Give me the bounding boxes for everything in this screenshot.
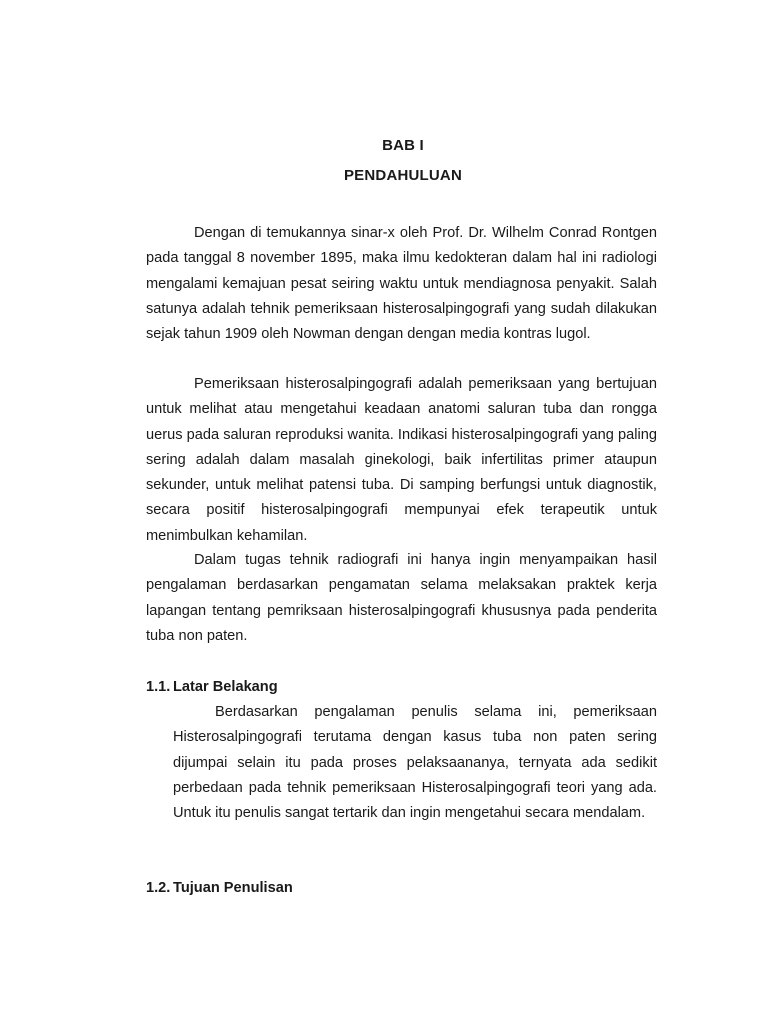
- section-paragraph-latar-belakang: [173, 700, 657, 826]
- paragraph-text: Dalam tugas tehnik radiografi ini hanya ingin menyampaikan hasil pengalaman berdasarkan pengamatan selama melaksakan praktek kerja lapangan tentang pemriksaan histerosalpingografi khususnya pada penderita tuba non paten.: [146, 552, 657, 644]
- paragraph-text: Pemeriksaan histerosalpingografi adalah pemeriksaan yang bertujuan untuk melihat atau mengetahui keadaan anatomi saluran tuba dan rongga uerus pada saluran reproduksi wanita. Indikasi histerosalpingografi yang paling sering adalah dalam masalah ginekologi, baik infertilitas primer ataupun sekunder, untuk melihat patensi tuba. Di samping berfungsi untuk diagnostik, secara positif histerosalpingografi mempunyai efek terapeutik untuk menimbulkan kehamilan.: [146, 376, 657, 544]
- section-heading-tujuan-penulisan: [146, 878, 293, 898]
- intro-paragraph-2: [146, 372, 657, 549]
- section-title: Latar Belakang: [173, 679, 278, 695]
- intro-paragraph-1: [146, 221, 657, 347]
- section-number: 1.1.: [146, 679, 171, 695]
- chapter-title: PENDAHULUAN: [343, 167, 463, 184]
- section-number: 1.2.: [146, 880, 171, 896]
- paragraph-text: Berdasarkan pengalaman penulis selama ini, pemeriksaan Histerosalpingografi terutama dengan kasus tuba non paten sering dijumpai selain itu pada proses pelaksaananya, ternyata ada sedikit perbedaan pada tehnik pemeriksaan Histerosalpingografi teori yang ada. Untuk itu penulis sangat tertarik dan ingin mengetahui secara mendalam.: [173, 704, 657, 822]
- intro-paragraph-3: [146, 548, 657, 649]
- paragraph-text: Dengan di temukannya sinar-x oleh Prof. Dr. Wilhelm Conrad Rontgen pada tanggal 8 november 1895, maka ilmu kedokteran dalam hal ini radiologi mengalami kemajuan pesat seiring waktu untuk mendiagnosa penyakit. Salah satunya adalah tehnik pemeriksaan histerosalpingografi yang sudah dilakukan sejak tahun 1909 oleh Nowman dengan dengan media kontras lugol.: [146, 225, 657, 343]
- chapter-number: BAB I: [382, 137, 424, 154]
- section-title: Tujuan Penulisan: [173, 880, 293, 896]
- section-heading-latar-belakang: [146, 677, 278, 697]
